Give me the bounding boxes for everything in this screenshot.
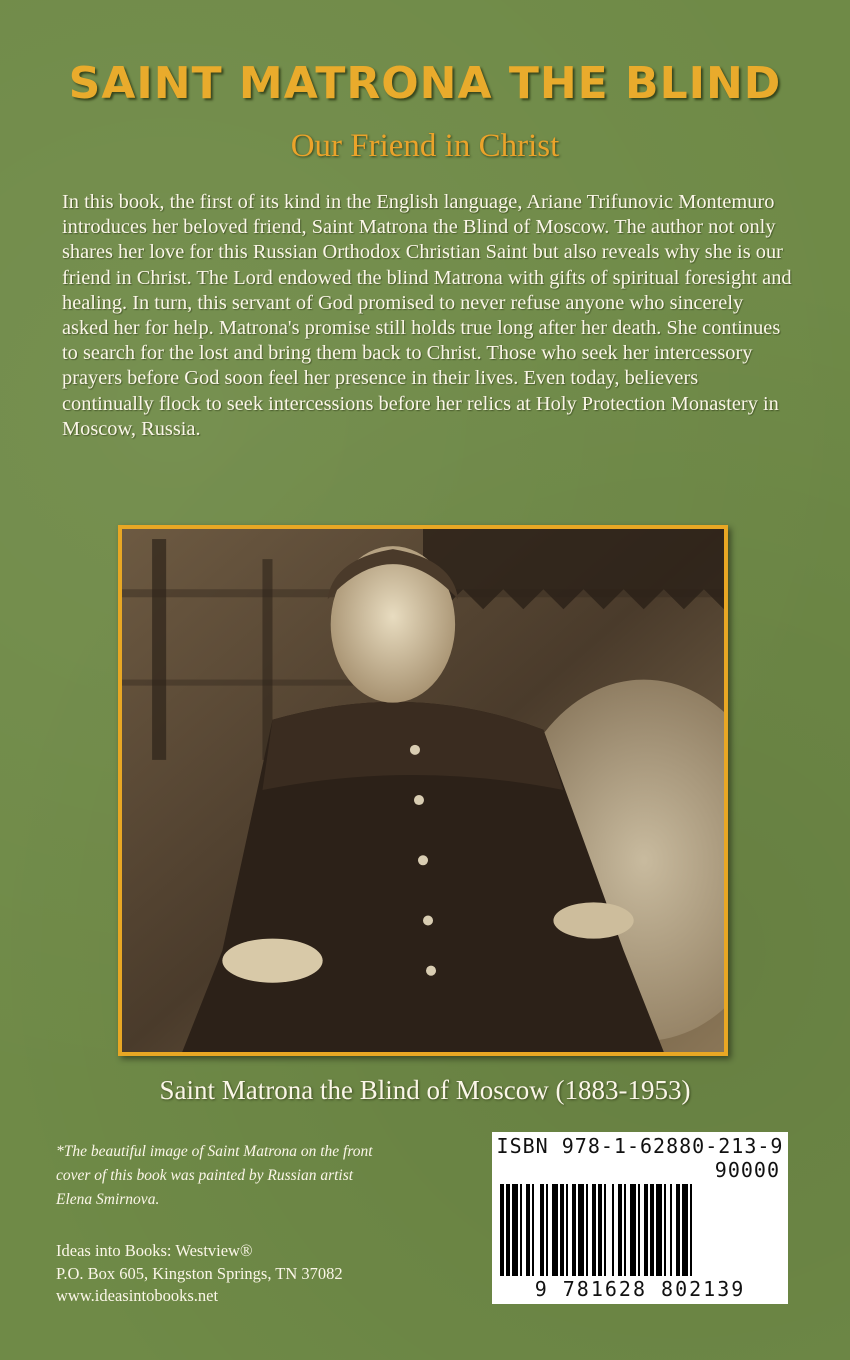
publisher-info <box>56 1240 343 1308</box>
book-title: SAINT MATRONA THE BLIND <box>68 58 782 109</box>
publisher-name: Ideas into Books: Westview® <box>56 1241 253 1260</box>
portrait-photo-image <box>122 529 724 1052</box>
isbn-barcode <box>492 1132 788 1304</box>
book-description: In this book, the first of its kind in the English language, Ariane Trifunovic Montemuro introduces her beloved friend, Saint Matrona the Blind of Moscow. The author not only shares her love for this Russian Orthodox Christian Saint but also reveals why she is our friend in Christ. The Lord endowed the blind Matrona with gifts of spiritual foresight and healing. In turn, this servant of God promised to never refuse anyone who sincerely asked her for help. Matrona's promise still holds true long after her death. She continues to search for the lost and bring them back to Christ. Those who seek her intercessory prayers before God soon feel her presence in their lives. Even today, believers continually flock to seek intercessions before her relics at Holy Protection Monastery in Moscow, Russia. <box>62 191 792 440</box>
isbn-label: ISBN 978-1-62880-213-9 <box>496 1134 784 1158</box>
publisher-address: P.O. Box 605, Kingston Springs, TN 37082 <box>56 1263 343 1283</box>
ean-digits: 9 781628 802139 <box>534 1277 746 1301</box>
cover-art-note: *The beautiful image of Saint Matrona on the front cover of this book was painted by Russian artist Elena Smirnova. <box>56 1143 373 1208</box>
portrait-photo <box>118 525 728 1056</box>
price-code: 90000 <box>714 1158 780 1182</box>
publisher-website: www.ideasintobooks.net <box>56 1286 219 1305</box>
book-subtitle: Our Friend in Christ <box>290 128 560 164</box>
photo-caption: Saint Matrona the Blind of Moscow (1883-1953) <box>159 1075 691 1105</box>
barcode-bars <box>500 1184 780 1276</box>
